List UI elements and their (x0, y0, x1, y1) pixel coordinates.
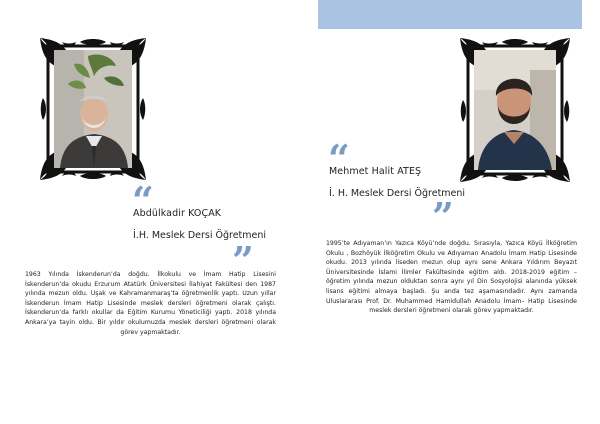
teacher-photo-1 (54, 50, 132, 168)
close-quote-2: ” (432, 194, 454, 239)
close-quote-1: ” (232, 238, 254, 283)
teacher-bio-1: 1963 Yılında İskenderun’da doğdu. İlkokulu ve İmam Hatip Lisesini İskenderun’da okudu Erzurum Atatürk Üniversitesi İlahiyat Fakültesi den 1987 yılında mezun oldu. Uşak ve Kahramanmaraş’ta öğretmenlik yaptı. Uzun yıllar İskenderun İmam Hatip Lisesinde meslek dersleri öğretmeni olarak çalıştı. İskenderun’da farklı okullar da Eğitim Kurumu Yöneticiliği yaptı. 2018 yılında Ankara’ya tayin oldu. Bir yıldır okulumuzda meslek dersleri öğretmeni olarak görev yapmaktadır. (25, 271, 276, 336)
teacher-name-1: Abdülkadir KOÇAK (133, 208, 222, 219)
teacher-name-2: Mehmet Halit ATEŞ (329, 166, 422, 177)
teacher-title-1: İ.H. Meslek Dersi Öğretmeni (133, 230, 267, 241)
top-accent-bar (318, 0, 582, 29)
open-quote-2: “ (328, 136, 350, 181)
teacher-bio-2: 1995’te Adıyaman’ın Yazıca Köyü’nde doğdu. Sırasıyla, Yazıca Köyü İlköğretim Okulu , Bozhöyük İlköğretim Okulu ve Adıyaman Anadolu İmam Hatip Lisesinde okudu. 2013 yılında liseden mezun olup aynı sene Ankara Yıldırım Beyazıt Üniversitesinde İslami İlimler Fakültesinde eğitim aldı. 2018-2019 eğitim –öğretim yılında mezun olduktan sonra aynı yıl Din Sosyolojisi alanında yüksek lisans eğitimi almaya başladı. Şu anda tez aşamasındadır. Aynı zamanda Uluslararası Prof. Dr. Muhammed Hamidullah Anadolu İmam– Hatip Lisesinde meslek dersleri öğretmeni olarak görev yapmaktadır. (326, 240, 577, 315)
ornamental-frame-2 (460, 38, 570, 182)
teacher-photo-2 (474, 50, 556, 170)
open-quote-1: “ (132, 178, 154, 223)
ornamental-frame-1 (40, 38, 146, 180)
teacher-title-2: İ. H. Meslek Dersi Öğretmeni (329, 188, 466, 199)
